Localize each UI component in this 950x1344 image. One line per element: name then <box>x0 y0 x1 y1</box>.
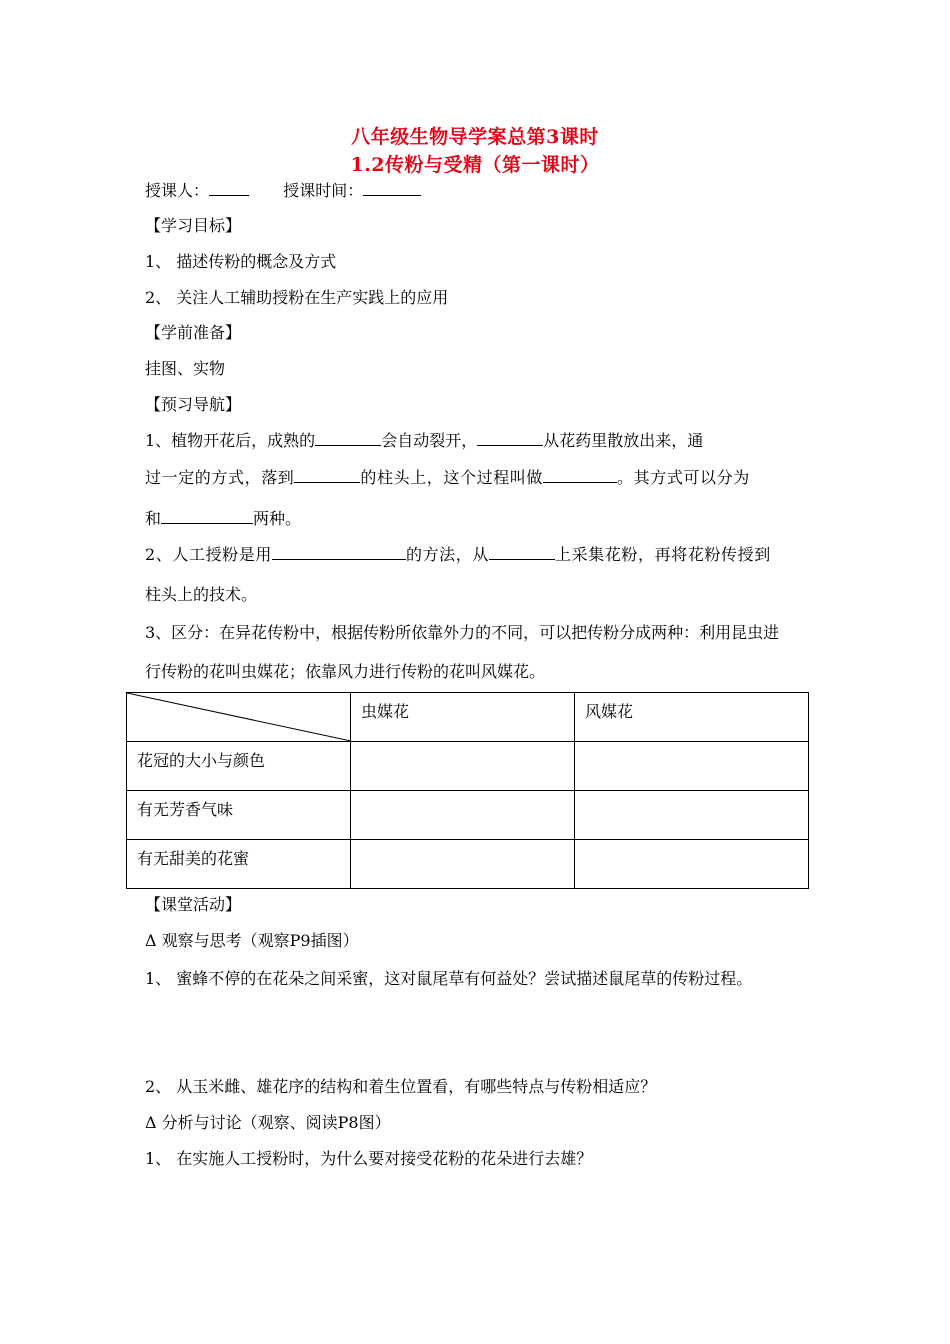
discuss-question-1: 1、 在实施人工授粉时，为什么要对接受花粉的花朵进行去雄？ <box>145 1149 593 1168</box>
preview-q1-line2 <box>145 465 750 488</box>
fill-blank[interactable] <box>543 468 617 483</box>
text-segment: 的方法，从 <box>405 545 489 564</box>
objective-item: 2、 关注人工辅助授粉在生产实践上的应用 <box>145 288 449 307</box>
preview-heading: 【预习导航】 <box>145 395 242 414</box>
lesson-title: 1.2传粉与受精（第一课时） <box>350 154 600 176</box>
text-segment: 1、植物开花后，成熟的 <box>145 431 316 450</box>
objectives-heading: 【学习目标】 <box>145 216 242 235</box>
section-title-observe: Δ 观察与思考（观察P9插图） <box>145 931 359 950</box>
table-cell[interactable] <box>575 840 809 889</box>
text-segment: 从花药里散放出来，通 <box>543 431 704 450</box>
table-corner-cell <box>127 693 351 742</box>
comparison-table <box>126 692 809 889</box>
text-segment: 上采集花粉，再将花粉传授到 <box>555 545 771 564</box>
preview-q2-line2: 柱头上的技术。 <box>145 585 258 604</box>
table-cell[interactable] <box>351 742 575 791</box>
preview-q1-line1 <box>145 428 703 451</box>
preview-q3-line1: 3、区分：在异花传粉中，根据传粉所依靠外力的不同，可以把传粉分成两种：利用昆虫进 <box>145 623 780 642</box>
fill-blank[interactable] <box>294 468 360 483</box>
diagonal-line <box>127 693 351 741</box>
fill-blank[interactable] <box>477 431 543 446</box>
fill-blank[interactable] <box>489 545 555 560</box>
table-cell[interactable] <box>351 791 575 840</box>
table-cell[interactable] <box>575 742 809 791</box>
document-title: 八年级生物导学案总第3课时 <box>351 126 599 148</box>
text-segment: 过一定的方式，落到 <box>145 468 295 487</box>
text-segment: 2、人工授粉是用 <box>145 545 272 564</box>
table-row <box>127 742 809 791</box>
table-row-label: 花冠的大小与颜色 <box>127 742 351 791</box>
meta-line <box>145 178 421 201</box>
text-segment: 和 <box>145 509 162 528</box>
table-row <box>127 840 809 889</box>
preview-q2-line1 <box>145 542 771 565</box>
time-blank[interactable] <box>363 181 421 196</box>
preview-q1-line3 <box>145 506 301 529</box>
observe-question-1: 1、 蜜蜂不停的在花朵之间采蜜，这对鼠尾草有何益处？尝试描述鼠尾草的传粉过程。 <box>145 969 753 988</box>
table-row <box>127 791 809 840</box>
table-cell[interactable] <box>575 791 809 840</box>
activity-heading: 【课堂活动】 <box>145 895 242 914</box>
fill-blank[interactable] <box>161 509 253 524</box>
section-title-discuss: Δ 分析与讨论（观察、阅读P8图） <box>145 1113 391 1132</box>
preparation-text: 挂图、实物 <box>145 359 226 378</box>
text-segment: 会自动裂开， <box>381 431 478 450</box>
table-cell[interactable] <box>351 840 575 889</box>
fill-blank[interactable] <box>315 431 381 446</box>
table-header-cell: 虫媒花 <box>351 693 575 742</box>
fill-blank[interactable] <box>272 545 406 560</box>
table-row-label: 有无芳香气味 <box>127 791 351 840</box>
time-label: 授课时间： <box>283 181 364 200</box>
text-segment: 两种。 <box>253 509 302 528</box>
table-row-label: 有无甜美的花蜜 <box>127 840 351 889</box>
preparation-heading: 【学前准备】 <box>145 323 242 342</box>
teacher-blank[interactable] <box>209 181 249 196</box>
text-segment: 的柱头上，这个过程叫做 <box>360 468 544 487</box>
preview-q3-line2: 行传粉的花叫虫媒花；依靠风力进行传粉的花叫风媒花。 <box>145 662 546 681</box>
text-segment: 。其方式可以分为 <box>617 468 750 487</box>
teacher-label: 授课人： <box>145 181 210 200</box>
observe-question-2: 2、 从玉米雌、雄花序的结构和着生位置看，有哪些特点与传粉相适应？ <box>145 1077 657 1096</box>
objective-item: 1、 描述传粉的概念及方式 <box>145 252 337 271</box>
table-header-cell: 风媒花 <box>575 693 809 742</box>
table-header-row <box>127 693 809 742</box>
